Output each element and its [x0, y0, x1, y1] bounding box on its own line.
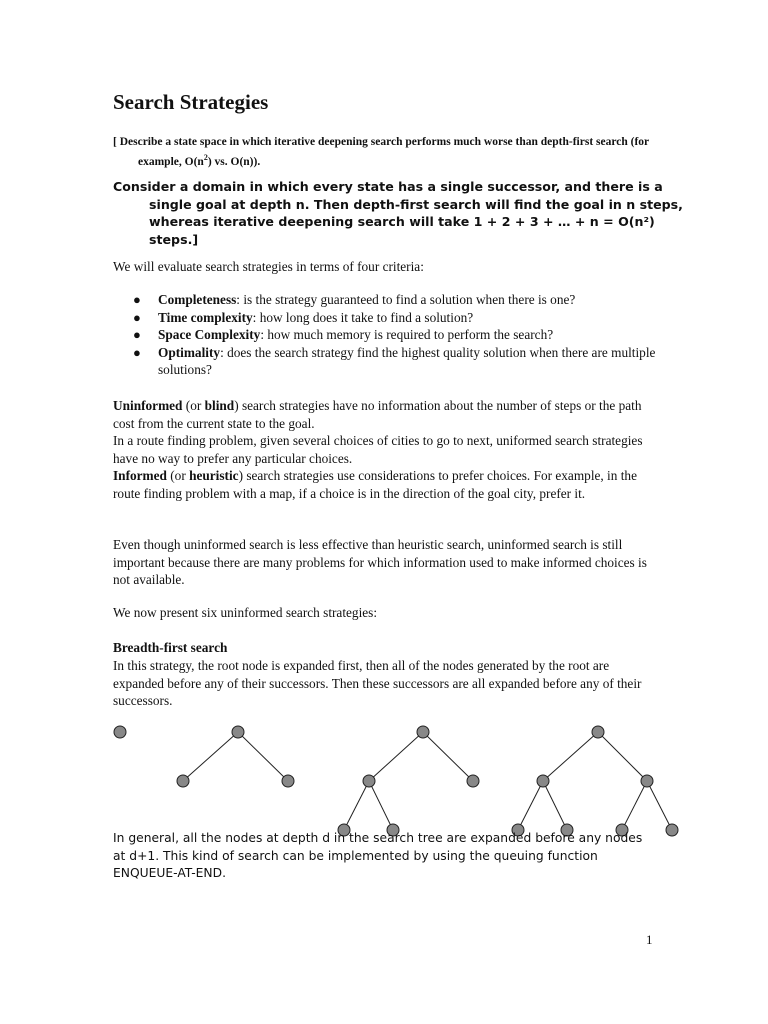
informed-rest: ) search strategies use considerations to prefer choices. For example, in the route finding problem with a map, if a choice is in the direction of the goal city, prefer it. [113, 468, 637, 501]
criteria-term: Space Complexity [158, 327, 261, 342]
list-item [133, 309, 658, 327]
uninformed-or: (or [182, 398, 205, 413]
tree-edge [369, 732, 423, 781]
criteria-term: Optimality [158, 344, 221, 360]
uninformed-term: Uninformed [113, 398, 183, 413]
criteria-term: Completeness [158, 292, 237, 307]
tree-node [232, 726, 244, 738]
blind-term: blind [204, 398, 235, 413]
tree-node [467, 775, 479, 787]
criteria-list [133, 291, 658, 379]
bullet-icon: ● [133, 309, 141, 325]
tree-edge [543, 732, 598, 781]
tree-edge [647, 781, 672, 830]
bfs-heading: Breadth-first search [113, 640, 228, 655]
list-item [133, 291, 658, 309]
tree-edge [622, 781, 647, 830]
tree-node [417, 726, 429, 738]
list-item [133, 326, 658, 344]
question-note-superscript: 2 [203, 153, 208, 162]
tree-node [537, 775, 549, 787]
tree-node [363, 775, 375, 787]
tree-edge [518, 781, 543, 830]
tree-edge [344, 781, 369, 830]
criteria-intro: We will evaluate search strategies in terms of four criteria: [113, 259, 424, 274]
bullet-icon: ● [133, 344, 141, 360]
tree-edge [183, 732, 238, 781]
tree-edge [598, 732, 647, 781]
tree-node [666, 824, 678, 836]
tree-edge [238, 732, 288, 781]
tree-edges [183, 732, 672, 830]
bullet-icon: ● [133, 327, 141, 342]
tree-node [177, 775, 189, 787]
criteria-description: : does the search strategy find the highest quality solution when there are multiple solutions? [158, 344, 656, 377]
route-finding-text: In a route finding problem, given several choices of cities to go to next, uniformed search strategies have no way to prefer any particular choices. [113, 433, 643, 466]
question-note [113, 135, 678, 170]
criteria-description: : how long does it take to find a solution? [252, 309, 474, 325]
answer-paragraph: Consider a domain in which every state has a single successor, and there is a single goal at depth n. Then depth-first search will find the goal in n steps, whereas iterative deepening search will take 1 + 2 + 3 + … + n = O(n²) steps.] [113, 179, 683, 247]
importance-paragraph: Even though uninformed search is less effective than heuristic search, uninformed search is still important because there are many problems for which information used to make informed choices is not available. [113, 537, 647, 587]
tree-edge [543, 781, 567, 830]
informed-term: Informed [113, 468, 167, 483]
tree-node [641, 775, 653, 787]
page-number: 1 [646, 932, 653, 947]
tree-edge [369, 781, 393, 830]
criteria-description: : how much memory is required to perform the search? [260, 327, 554, 342]
heuristic-term: heuristic [189, 468, 239, 483]
bfs-tree-diagram [0, 700, 768, 850]
question-note-tail: ) vs. O(n)). [207, 155, 261, 168]
informed-or: (or [166, 468, 190, 483]
tree-nodes [114, 726, 678, 836]
tree-node [114, 726, 126, 738]
criteria-term: Time complexity [158, 309, 253, 325]
tree-edge [423, 732, 473, 781]
uninformed-paragraph [113, 397, 658, 502]
bullet-icon: ● [133, 292, 141, 307]
bfs-description: In this strategy, the root node is expanded first, then all of the nodes generated by the root are expanded before any of their successors. Then these successors are all expanded before any of their successors. [113, 658, 642, 708]
list-item [133, 344, 658, 379]
criteria-description: : is the strategy guaranteed to find a solution when there is one? [236, 292, 576, 307]
question-note-text: [ Describe a state space in which iterative deepening search performs much worse than depth-first search (for example, O(n [113, 136, 649, 168]
tree-node [282, 775, 294, 787]
six-strategies-intro: We now present six uninformed search strategies: [113, 605, 378, 620]
page-title: Search Strategies [113, 90, 269, 114]
tree-node [592, 726, 604, 738]
uninformed-rest: ) search strategies have no information about the number of steps or the path cost from the current state to the goal. [113, 398, 642, 431]
general-paragraph: In general, all the nodes at depth d in the search tree are expanded before any nodes at d+1. This kind of search can be implemented by using the queuing function ENQUEUE-AT-END. [113, 831, 643, 880]
